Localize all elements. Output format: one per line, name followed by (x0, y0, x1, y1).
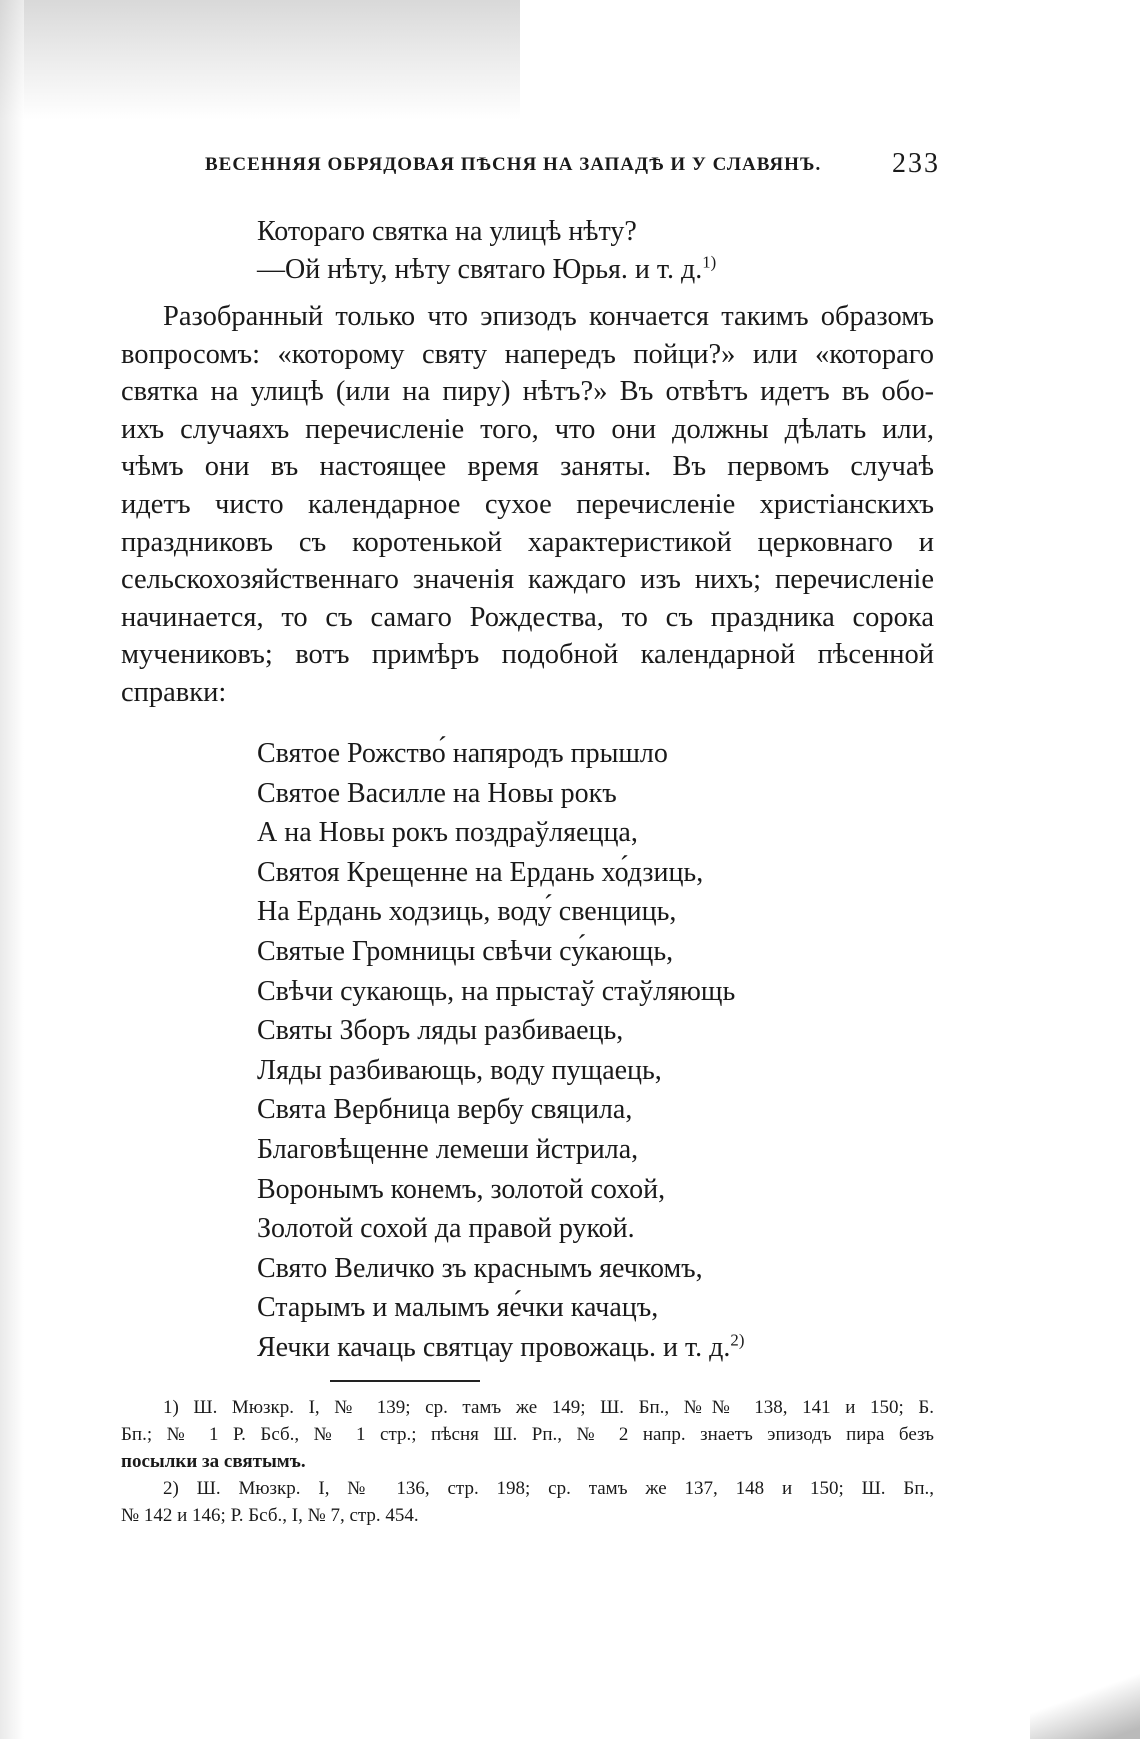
page-number: 233 (892, 148, 940, 179)
song-line: Золотой сохой да правой рукой. (257, 1213, 635, 1245)
song-line: Свято Величко зъ краснымъ яечкомъ, (257, 1252, 703, 1284)
song-line: Старымъ и малымъ яе́чки качацъ, (257, 1292, 659, 1324)
paragraph-line: ихъ случаяхъ перечисленіе того, что они должны дѣлать или, (121, 413, 934, 445)
song-verse (257, 734, 744, 1368)
paragraph-line: идетъ чисто календарное сухое перечисленіе христіанскихъ (121, 488, 934, 520)
running-title: ВЕСЕННЯЯ ОБРЯДОВАЯ ПѢСНЯ НА ЗАПАДѢ И У СЛАВЯНЪ. (205, 154, 822, 175)
footnote-line: № 142 и 146; Р. Бсб., I, № 7, стр. 454. (121, 1505, 419, 1526)
footnote-ref: 1) (702, 252, 717, 272)
song-line: На Ердань ходзиць, воду́ свенциць, (257, 896, 677, 928)
scan-edge (0, 0, 24, 1739)
paragraph-line: праздниковъ съ коротенькой характеристикой церковнаго и (121, 526, 934, 558)
paragraph-line: святка на улицѣ (или на пиру) нѣтъ?» Въ отвѣтъ идетъ въ обо- (121, 376, 934, 408)
song-line: Воронымъ конемъ, золотой сохой, (257, 1173, 666, 1205)
paragraph-line: сельскохозяйственнаго значенія каждаго изъ нихъ; перечисленіе (121, 564, 934, 596)
paragraph-line: чѣмъ они въ настоящее время заняты. Въ первомъ случаѣ (121, 451, 934, 483)
body-paragraph (121, 298, 934, 712)
song-line: Благовѣщенне лемеши йстрила, (257, 1133, 639, 1165)
footnote-ref: 2) (730, 1330, 745, 1350)
paragraph-line: вопросомъ: «которому святу напередъ пойци?» или «котораго (121, 338, 934, 370)
footnote-line: 1) Ш. Мюзкр. I, № 139; ср. тамъ же 149; Ш. Бп., №№ 138, 141 и 150; Б. (163, 1397, 934, 1418)
scan-corner-shadow (1030, 1669, 1140, 1739)
footnote-line: 2) Ш. Мюзкр. I, № 136, стр. 198; ср. тамъ же 137, 148 и 150; Ш. Бп., (163, 1478, 934, 1499)
song-line: Святы Зборъ ляды разбиваець, (257, 1015, 624, 1047)
verse-line: Котораго святка на улицѣ нѣту? (257, 216, 637, 247)
song-line: Свѣчи сукающь, на прыстаў стаўляющь (257, 975, 736, 1007)
song-line: Святое Василле на Новы рокъ (257, 777, 617, 809)
song-line: Святое Рожство́ напяродъ прышло (257, 738, 668, 769)
song-line: Свята Вербница вербу свяцила, (257, 1094, 633, 1126)
song-line: Святые Громницы свѣчи су́кающь, (257, 935, 674, 967)
song-line: Святоя Крещенне на Ердань хо́дзиць, (257, 856, 704, 888)
verse-top (257, 213, 716, 289)
song-line: Яечки качаць святцау провожаць. и т. д.$^{2)}$ (257, 1330, 745, 1363)
verse-line: —Ой нѣту, нѣту святаго Юрья. и т. д.$^{1)}$ (257, 252, 717, 285)
song-line: А на Новы рокъ поздраўляецца, (257, 817, 638, 849)
paragraph-line: справки: (121, 676, 227, 708)
running-head (205, 148, 940, 184)
paragraph-line: мучениковъ; вотъ примѣръ подобной календарной пѣсенной (121, 639, 934, 671)
scan-shading (0, 0, 520, 120)
footnote-line: посылки за святымъ. (121, 1451, 306, 1472)
song-line: Ляды разбивающь, воду пущаець, (257, 1054, 662, 1086)
footnote-divider (330, 1380, 480, 1382)
footnote-line: Бп.; № 1 Р. Бсб., № 1 стр.; пѣсня Ш. Рп., № 2 напр. знаетъ эпизодъ пира безъ (121, 1424, 934, 1445)
paragraph-line: Разобранный только что эпизодъ кончается такимъ образомъ (163, 301, 934, 332)
footnotes (121, 1394, 934, 1529)
paragraph-line: начинается, то съ самаго Рождества, то съ праздника сорока (121, 601, 934, 633)
